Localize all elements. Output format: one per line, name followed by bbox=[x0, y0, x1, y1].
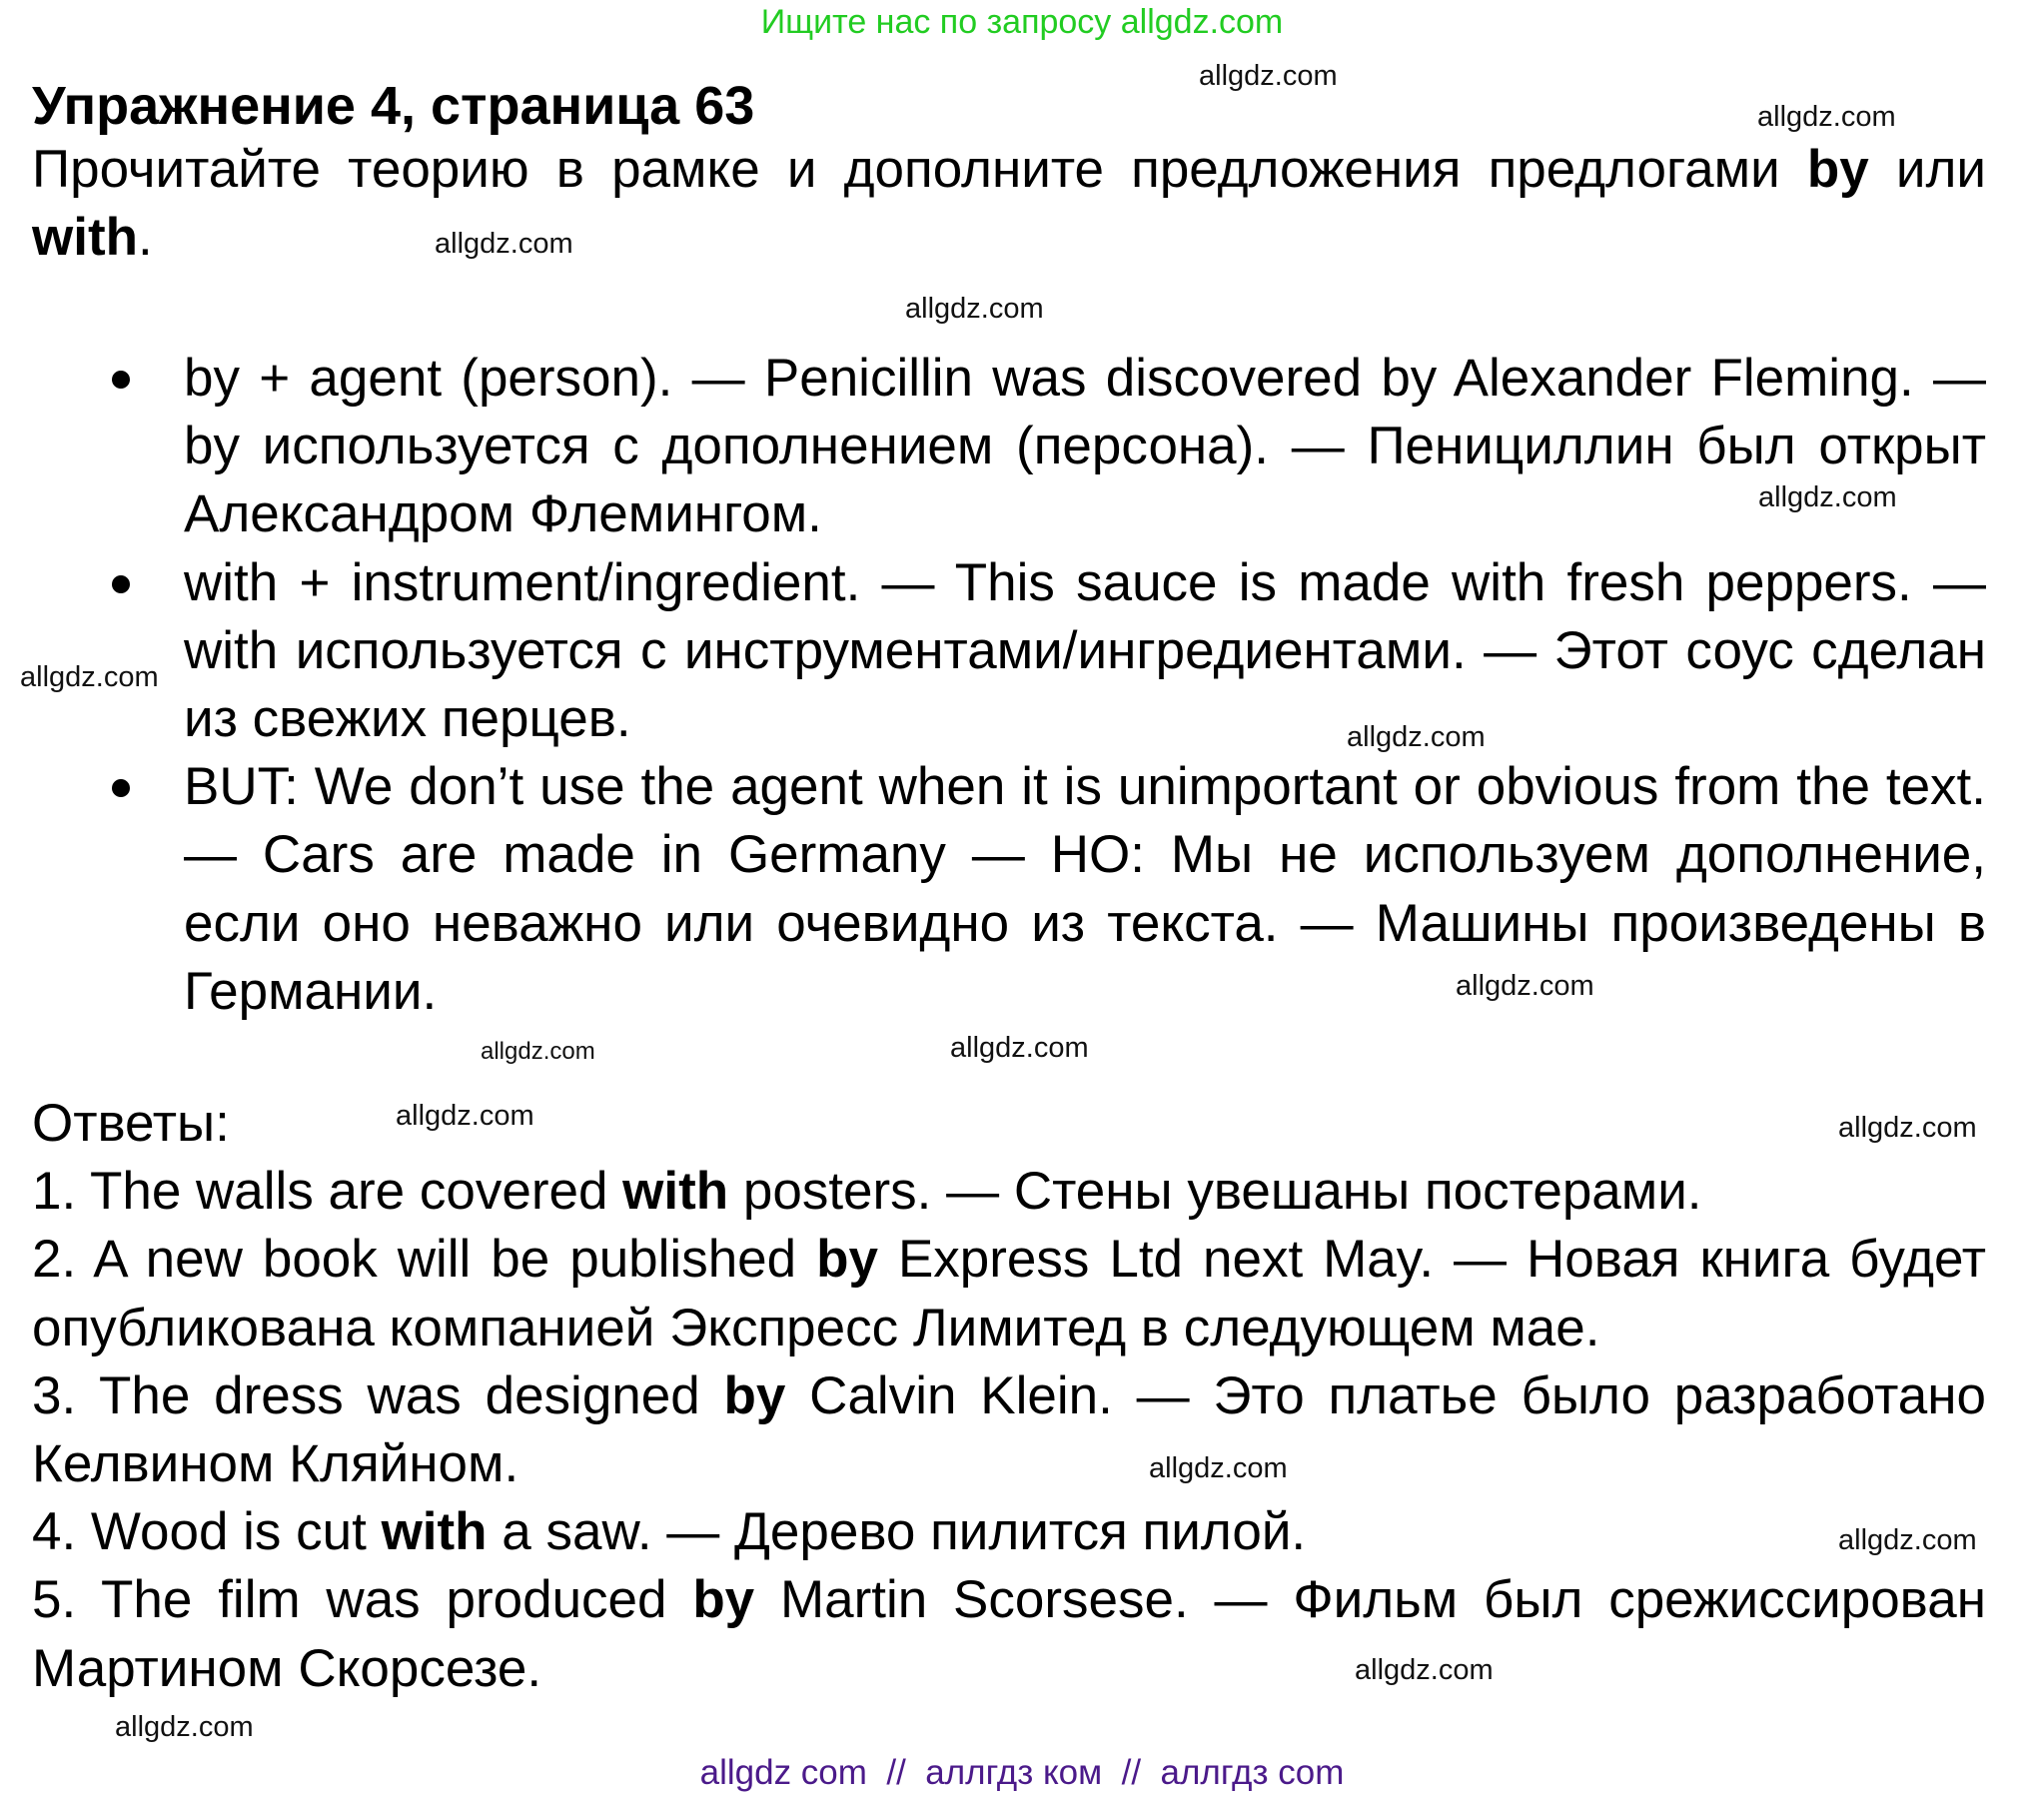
answer-text: 5. The film was produced bbox=[32, 1570, 693, 1630]
watermark: allgdz.com bbox=[1347, 721, 1486, 753]
theory-list bbox=[184, 345, 1986, 1026]
bullet-icon bbox=[112, 371, 130, 389]
answers-heading: Ответы: bbox=[32, 1094, 230, 1153]
answer-text: a saw. — Дерево пилится пилой. bbox=[487, 1502, 1307, 1562]
answer-text: 4. Wood is cut bbox=[32, 1502, 382, 1562]
watermark: allgdz.com bbox=[481, 1038, 595, 1065]
answers-section bbox=[32, 1090, 1986, 1703]
watermark: allgdz.com bbox=[1838, 1524, 1977, 1556]
theory-item bbox=[184, 345, 1986, 549]
answer-text: Express Ltd next May. — Новая книга будет опубликована компанией Экспресс Лимитед в следующем мае. bbox=[32, 1230, 1986, 1357]
answer-preposition: by bbox=[692, 1570, 755, 1630]
bullet-icon bbox=[112, 779, 130, 797]
theory-text: by + agent (person). — Penicillin was discovered by Alexander Fleming. — by используется с дополнением (персона). — Пенициллин был открыт Александром Флемингом. bbox=[184, 349, 1986, 544]
theory-item bbox=[184, 753, 1986, 1026]
watermark: allgdz.com bbox=[115, 1711, 254, 1743]
answer-item bbox=[32, 1226, 1986, 1361]
theory-text: BUT: We don’t use the agent when it is unimportant or obvious from the text. — Cars are made in Germany — НО: Мы не используем дополнение, если оно неважно или очевидно из текста. — Машины произведены в Германии. bbox=[184, 757, 1986, 1021]
watermark: allgdz.com bbox=[20, 661, 159, 693]
answer-preposition: by bbox=[816, 1230, 878, 1290]
search-banner: Ищите нас по запросу allgdz.com bbox=[760, 3, 1284, 41]
watermark: allgdz.com bbox=[1199, 60, 1338, 92]
answer-preposition: with bbox=[381, 1502, 488, 1562]
page-title: Упражнение 4, страница 63 bbox=[32, 76, 755, 136]
watermark: allgdz.com bbox=[1149, 1452, 1288, 1484]
watermark: allgdz.com bbox=[1456, 970, 1594, 1002]
bullet-icon bbox=[112, 575, 130, 593]
intro-bold-with: with bbox=[32, 208, 138, 268]
watermark: allgdz.com bbox=[905, 293, 1044, 325]
watermark: allgdz.com bbox=[1757, 101, 1896, 133]
intro-text: . bbox=[137, 208, 153, 268]
answer-text: 2. A new book will be published bbox=[32, 1230, 817, 1290]
watermark: allgdz.com bbox=[950, 1032, 1089, 1064]
answer-text: 1. The walls are covered bbox=[32, 1162, 623, 1222]
answer-item bbox=[32, 1566, 1986, 1702]
answer-preposition: by bbox=[723, 1365, 786, 1425]
answer-text: Calvin Klein. — Это платье было разработано Келвином Кляйном. bbox=[32, 1365, 1986, 1494]
answer-item bbox=[32, 1362, 1986, 1498]
answer-text: 3. The dress was designed bbox=[32, 1365, 724, 1425]
watermark: allgdz.com bbox=[396, 1100, 534, 1132]
watermark: allgdz.com bbox=[435, 228, 573, 260]
intro-text: или bbox=[1868, 140, 1986, 199]
answer-item bbox=[32, 1498, 1986, 1566]
intro-text: Прочитайте теорию в рамке и дополните предложения предлогами bbox=[32, 140, 1807, 199]
theory-text: with + instrument/ingredient. — This sauce is made with fresh peppers. — with используется с инструментами/ингредиентами. — Этот соус сделан из свежих перцев. bbox=[184, 552, 1986, 749]
watermark: allgdz.com bbox=[1355, 1654, 1494, 1686]
answer-item bbox=[32, 1158, 1986, 1226]
intro-bold-by: by bbox=[1806, 140, 1869, 199]
task-instructions bbox=[32, 136, 1986, 272]
watermark: allgdz.com bbox=[1758, 481, 1897, 513]
answer-text: posters. — Стены увешаны постерами. bbox=[728, 1162, 1702, 1222]
watermark: allgdz.com bbox=[1838, 1112, 1977, 1144]
footer-links: allgdz com // аллгдз ком // аллгдз com bbox=[699, 1753, 1345, 1792]
answer-preposition: with bbox=[622, 1162, 729, 1222]
answer-text: Martin Scorsese. — Фильм был срежиссирован Мартином Скорсезе. bbox=[32, 1570, 1986, 1698]
theory-item bbox=[184, 549, 1986, 754]
